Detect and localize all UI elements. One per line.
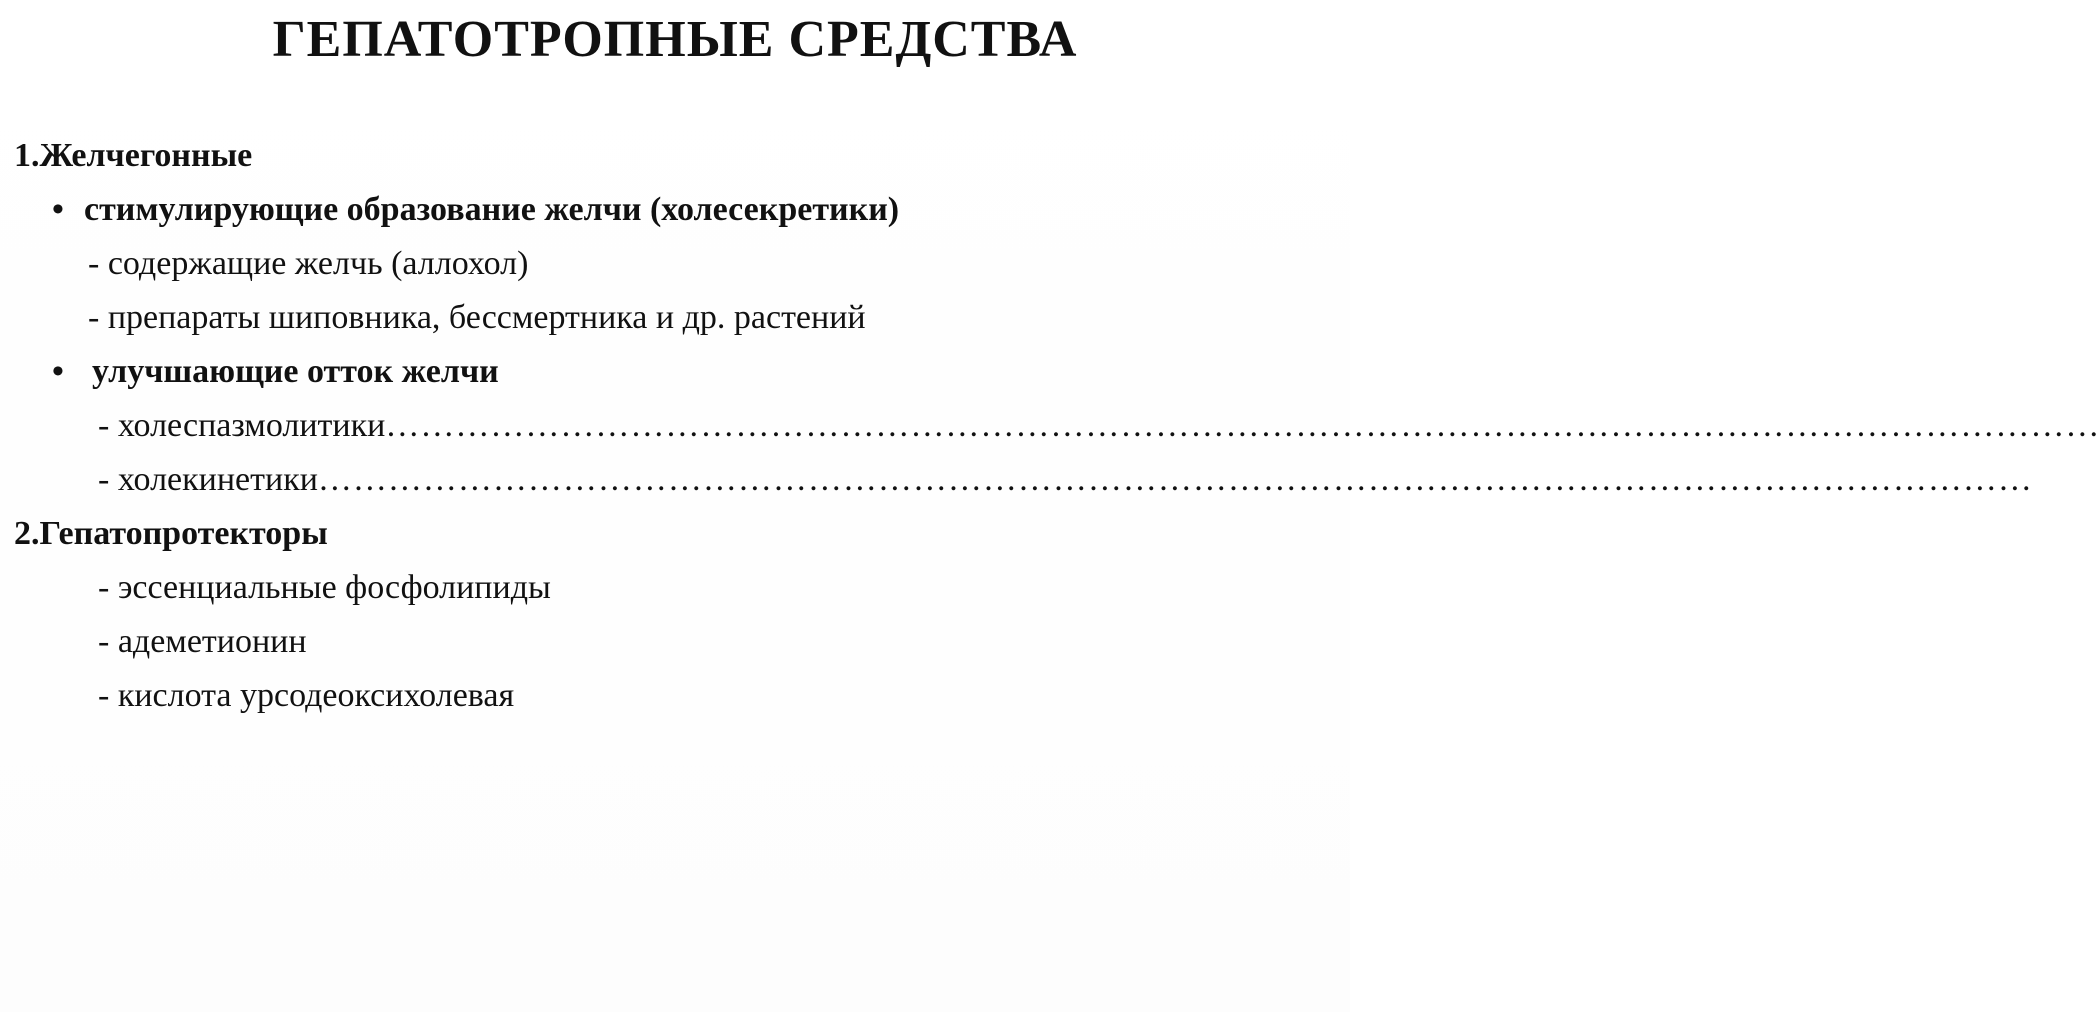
slide-title: ГЕПАТОТРОПНЫЕ СРЕДСТВА [272, 11, 1078, 68]
sub-item: - эссенциальные фосфолипиды [98, 569, 551, 606]
section-heading-choleretics: 1.Желчегонные [14, 137, 253, 174]
bullet-icon: • [52, 191, 64, 228]
bullet-label: стимулирующие образование желчи (холесекретики) [84, 191, 900, 228]
sub-item-with-leader [98, 404, 2100, 448]
dotted-leader: ………………………………………………………………………………………………………………………………… [317, 461, 2033, 498]
sub-item: - содержащие желчь (аллохол) [88, 245, 529, 282]
sub-item: - препараты шиповника, бессмертника и др. растений [88, 299, 866, 336]
section-heading-hepatoprotectors: 2.Гепатопротекторы [14, 515, 328, 552]
dotted-leader: ………………………………………………………………………………………………………………………………… [385, 407, 2100, 444]
sub-item-label: - холекинетики [98, 461, 318, 498]
sub-item-label: - холеспазмолитики [98, 407, 386, 444]
bullet-item-secretion [52, 188, 899, 232]
bullet-icon: • [52, 353, 64, 390]
bullet-item-outflow [52, 350, 499, 394]
bullet-label: улучшающие отток желчи [92, 353, 499, 390]
sub-item: - адеметионин [98, 623, 307, 660]
sub-item: - кислота урсодеоксихолевая [98, 677, 515, 714]
sub-item-with-leader [98, 458, 2033, 502]
